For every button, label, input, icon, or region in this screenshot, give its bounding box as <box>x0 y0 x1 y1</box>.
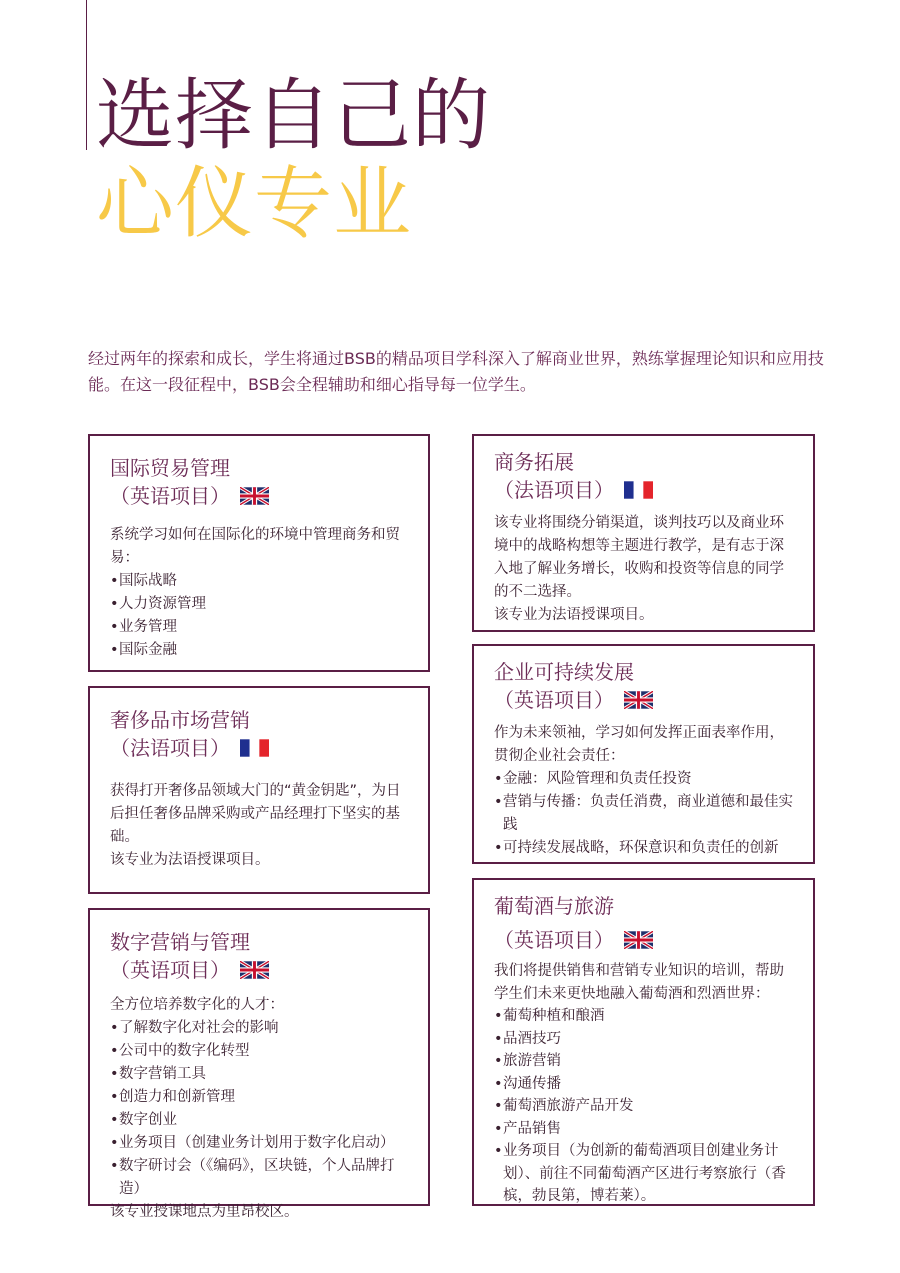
program-language <box>494 686 793 714</box>
program-language <box>494 476 793 504</box>
program-language-label: （英语项目） <box>110 958 230 982</box>
list-item: • 旅游营销 <box>494 1050 793 1073</box>
program-card-digital <box>88 908 430 1220</box>
program-card-wine <box>472 878 815 1206</box>
list-item: • 数字创业 <box>110 1109 408 1132</box>
program-title: 葡萄酒与旅游 <box>494 894 614 918</box>
decorative-vertical-line <box>86 0 87 150</box>
program-note: 该专业授课地点为里昂校区。 <box>110 1204 299 1220</box>
program-title: 数字营销与管理 <box>110 930 250 954</box>
france-flag-icon <box>240 739 269 757</box>
program-title: 商务拓展 <box>494 450 574 474</box>
program-description: 全方位培养数字化的人才： <box>110 997 284 1013</box>
program-body <box>494 512 793 627</box>
program-note: 该专业为法语授课项目。 <box>110 852 270 868</box>
list-item: • 国际战略 <box>110 570 408 593</box>
program-card-sustainability <box>472 644 815 864</box>
program-body <box>494 960 793 1208</box>
program-list <box>494 768 793 860</box>
program-title: 企业可持续发展 <box>494 660 634 684</box>
program-description: 我们将提供销售和营销专业知识的培训，帮助学生们未来更快地融入葡萄酒和烈酒世界： <box>494 963 784 1002</box>
program-list <box>494 1005 793 1208</box>
program-language-label: （英语项目） <box>494 928 614 952</box>
list-item: • 人力资源管理 <box>110 593 408 616</box>
program-description: 该专业将围绕分销渠道，谈判技巧以及商业环境中的战略构想等主题进行教学，是有志于深入地了解业务增长，收购和投资等信息的同学的不二选择。 <box>494 515 784 600</box>
list-item: • 沟通传播 <box>494 1073 793 1096</box>
list-item: • 金融：风险管理和负责任投资 <box>494 768 793 791</box>
program-body <box>110 994 408 1224</box>
program-body <box>494 722 793 860</box>
program-title: 奢侈品市场营销 <box>110 708 250 732</box>
list-item: • 葡萄酒旅游产品开发 <box>494 1095 793 1118</box>
list-item: • 国际金融 <box>110 639 408 662</box>
program-language-label: （法语项目） <box>110 736 230 760</box>
uk-flag-icon <box>624 931 653 949</box>
program-card-luxury <box>88 686 430 894</box>
program-list <box>110 1017 408 1201</box>
program-card-intl-trade <box>88 434 430 672</box>
program-body <box>110 524 408 662</box>
list-item: • 品酒技巧 <box>494 1028 793 1051</box>
program-card-business-dev <box>472 434 815 632</box>
list-item: • 业务管理 <box>110 616 408 639</box>
program-body <box>110 780 408 872</box>
list-item: • 葡萄种植和酿酒 <box>494 1005 793 1028</box>
program-language <box>494 926 793 954</box>
list-item: • 产品销售 <box>494 1118 793 1141</box>
list-item: • 数字营销工具 <box>110 1063 408 1086</box>
list-item: • 了解数字化对社会的影响 <box>110 1017 408 1040</box>
program-description: 系统学习如何在国际化的环境中管理商务和贸易： <box>110 527 400 566</box>
page-title-line1: 选择自己的 <box>96 71 492 161</box>
program-list <box>110 570 408 662</box>
intro-paragraph: 经过两年的探索和成长，学生将通过BSB的精品项目学科深入了解商业世界，熟练掌握理论知识和应用技能。在这一段征程中，BSB会全程辅助和细心指导每一位学生。 <box>88 349 824 394</box>
program-language-label: （英语项目） <box>494 688 614 712</box>
program-description: 作为未来领袖，学习如何发挥正面表率作用，贯彻企业社会责任： <box>494 725 784 764</box>
program-language <box>110 734 408 762</box>
program-description: 获得打开奢侈品领域大门的“黄金钥匙”，为日后担任奢侈品牌采购或产品经理打下坚实的基础。 <box>110 783 401 845</box>
uk-flag-icon <box>240 961 269 979</box>
program-language-label: （英语项目） <box>110 484 230 508</box>
program-note: 该专业为法语授课项目。 <box>494 607 654 623</box>
program-language <box>110 956 408 984</box>
list-item: • 业务项目（为创新的葡萄酒项目创建业务计划）、前往不同葡萄酒产区进行考察旅行（香槟，勃艮第，博若莱）。 <box>494 1140 793 1208</box>
france-flag-icon <box>624 481 653 499</box>
list-item: • 公司中的数字化转型 <box>110 1040 408 1063</box>
uk-flag-icon <box>624 691 653 709</box>
list-item: • 创造力和创新管理 <box>110 1086 408 1109</box>
list-item: • 数字研讨会（《编码》，区块链，个人品牌打造） <box>110 1155 408 1201</box>
list-item: • 可持续发展战略，环保意识和负责任的创新 <box>494 837 793 860</box>
program-language <box>110 482 408 510</box>
program-title: 国际贸易管理 <box>110 456 230 480</box>
page-title-line2: 心仪专业 <box>96 159 413 249</box>
list-item: • 业务项目（创建业务计划用于数字化启动） <box>110 1132 408 1155</box>
uk-flag-icon <box>240 487 269 505</box>
list-item: • 营销与传播：负责任消费，商业道德和最佳实践 <box>494 791 793 837</box>
program-language-label: （法语项目） <box>494 478 614 502</box>
